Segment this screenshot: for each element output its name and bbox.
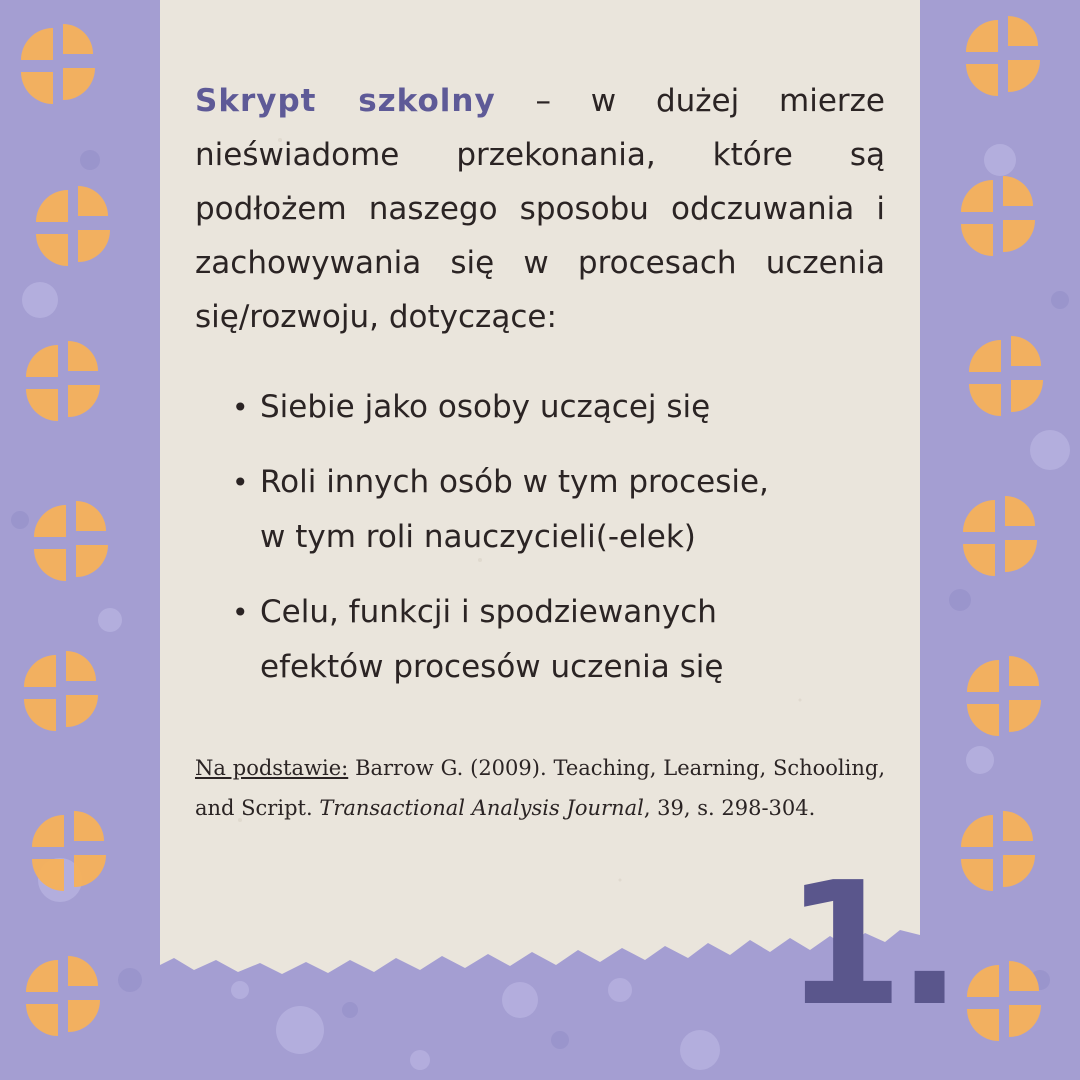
reference-text-end: , 39, s. 298-304. [643,796,816,820]
bullet-text: Roli innych osób w tym procesie, [260,464,769,500]
reference-label: Na podstawie: [195,756,349,780]
bullet-dot: • [232,596,249,629]
bullet-text: Siebie jako osoby uczącej się [260,389,711,425]
term-highlight: Skrypt szkolny [195,83,496,119]
list-item [230,585,850,695]
bullet-dot: • [232,466,249,499]
bullet-list [230,380,850,715]
intro-paragraph [195,74,885,344]
orange-leaf-pattern-icon [0,0,145,1080]
term-definition: – w dużej mierze nieświadome przekonania, które są podłożem naszego sposobu odczuwania i zachowywania się w procesach uczenia się/rozwoju, dotyczące: [195,83,885,335]
reference-citation [195,748,885,828]
reference-text: Barrow G. (2009). Teaching, Learning, Schooling, and Script. [195,756,886,820]
orange-leaf-pattern-icon [935,0,1080,1080]
bullet-dot: • [232,391,249,424]
bullet-text: Celu, funkcji i spodziewanych [260,594,717,630]
slide-number: 1. [785,846,956,1044]
bullet-text-continued: efektów procesów uczenia się [260,649,724,685]
bullet-text-continued: w tym roli nauczycieli(-elek) [260,519,696,555]
list-item [230,380,850,435]
reference-journal: Transactional Analysis Journal [319,796,644,820]
paper-card [160,0,920,975]
list-item [230,455,850,565]
